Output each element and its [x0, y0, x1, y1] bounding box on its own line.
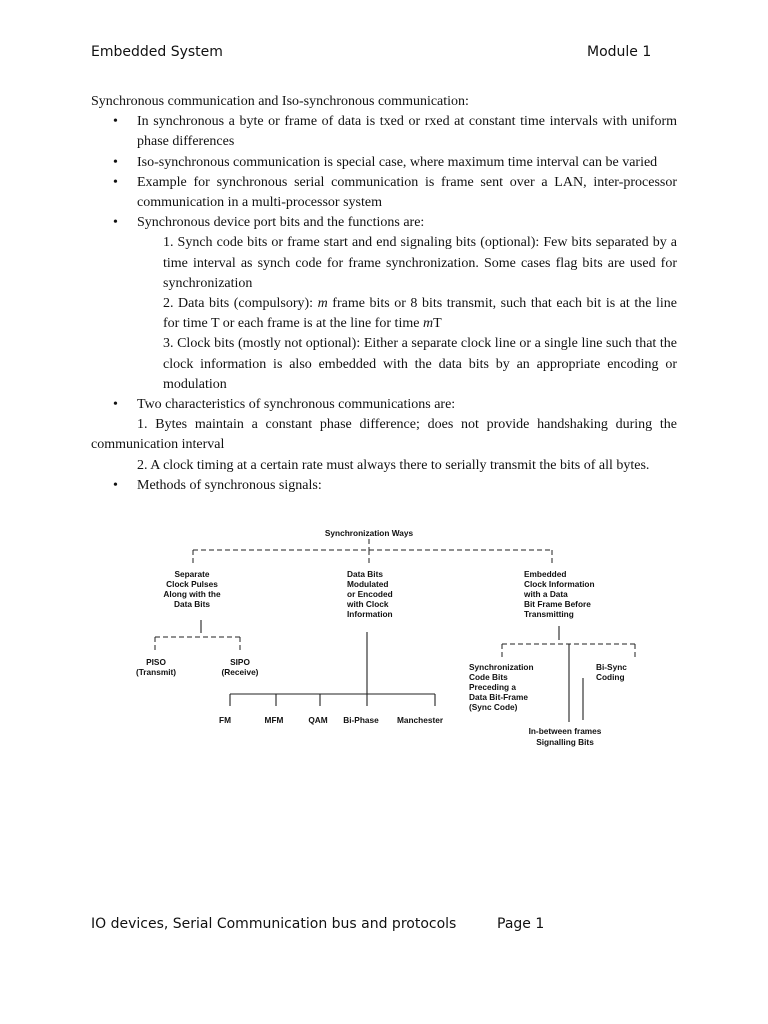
characteristic-item: 1. Bytes maintain a constant phase difference; does not provide handshaking during the communication interval: [91, 417, 677, 453]
node-line: Clock Pulses: [166, 579, 218, 589]
footer-title: IO devices, Serial Communication bus and protocols: [91, 916, 457, 932]
node-line: Transmitting: [524, 609, 574, 619]
node-line: Modulated: [347, 579, 389, 589]
synchronization-ways-diagram: [130, 520, 650, 760]
node-sync-code: [469, 662, 534, 712]
node-bisync: [596, 662, 627, 682]
node-line: Bi-Sync: [596, 662, 627, 672]
node-line: Embedded: [524, 569, 567, 579]
bullet-item: • Iso-synchronous communication is special case, where maximum time interval can be varied: [91, 153, 677, 173]
node-line: Code Bits: [469, 672, 508, 682]
document-body: [91, 92, 677, 496]
diagram-root-label: Synchronization Ways: [324, 528, 414, 538]
node-line: Clock Information: [524, 579, 595, 589]
node-line: Signalling Bits: [536, 737, 594, 747]
node-line: Coding: [596, 672, 625, 682]
bullet-item: • Methods of synchronous signals:: [91, 476, 677, 496]
port-item-data: [91, 294, 677, 334]
node-line: Information: [347, 609, 393, 619]
port-item-synch: 1. Synch code bits or frame start and end signaling bits (optional): Few bits separated by a time interval as synch code for frame synchronization. Some cases flag bits are used for synchronization: [163, 235, 677, 291]
page-number: Page 1: [497, 916, 545, 932]
node-line: Data Bits: [174, 599, 210, 609]
italic-m: m: [317, 296, 328, 312]
bullet-item: • Example for synchronous serial communication is frame sent over a LAN, inter-processor communication in a multi-processor system: [91, 173, 677, 213]
encoding-qam: QAM: [308, 715, 328, 725]
node-line: Data Bits: [347, 569, 383, 579]
node-line: Bit Frame Before: [524, 599, 591, 609]
characteristic-item: 2. A clock timing at a certain rate must always there to serially transmit the bits of all bytes.: [137, 457, 650, 473]
port-item-clock: 3. Clock bits (mostly not optional): Either a separate clock line or a single line such that the clock information is also embedded with the data bits by an appropriate encoding or modulation: [163, 336, 677, 392]
node-line: Preceding a: [469, 682, 517, 692]
header-title: Embedded System: [91, 44, 223, 60]
node-sipo-sub: (Receive): [221, 667, 259, 677]
node-sipo: SIPO: [230, 657, 250, 667]
node-line: Synchronization: [469, 662, 534, 672]
encoding-biphase: Bi-Phase: [343, 715, 379, 725]
node-piso: PISO: [146, 657, 166, 667]
italic-m: m: [422, 316, 434, 332]
encoding-mfm: MFM: [264, 715, 284, 725]
node-line: Separate: [174, 569, 210, 579]
text-span: frame bits or 8 bits transmit, such that each bit is at the line for time T or each frame is at the line for time: [163, 296, 677, 332]
node-line: with a Data: [524, 589, 568, 599]
node-line: or Encoded: [347, 589, 393, 599]
text-span: 2. Data bits (compulsory):: [163, 296, 318, 312]
node-line: with Clock: [347, 599, 389, 609]
node-line: In-between frames: [528, 726, 602, 736]
bullet-item: • In synchronous a byte or frame of data is txed or rxed at constant time intervals with uniform phase differences: [91, 112, 677, 152]
encoding-manchester: Manchester: [396, 715, 444, 725]
bullet-item: • Synchronous device port bits and the functions are:: [91, 213, 677, 233]
section-heading: Synchronous communication and Iso-synchronous communication:: [91, 94, 469, 109]
branch-separate-clock: [163, 569, 221, 609]
bullet-item: • Two characteristics of synchronous communications are:: [91, 395, 677, 415]
encoding-fm: FM: [219, 715, 231, 725]
node-piso-sub: (Transmit): [135, 667, 177, 677]
branch-embedded-clock: [523, 569, 595, 619]
node-line: Data Bit-Frame: [469, 692, 529, 702]
diagram-svg: [130, 520, 650, 760]
node-line: (Sync Code): [469, 702, 518, 712]
branch-data-bits-modulated: [346, 569, 393, 619]
node-inbetween: [529, 726, 602, 747]
header-module: Module 1: [587, 44, 652, 60]
text-span: T: [433, 316, 442, 332]
node-line: Along with the: [163, 589, 221, 599]
